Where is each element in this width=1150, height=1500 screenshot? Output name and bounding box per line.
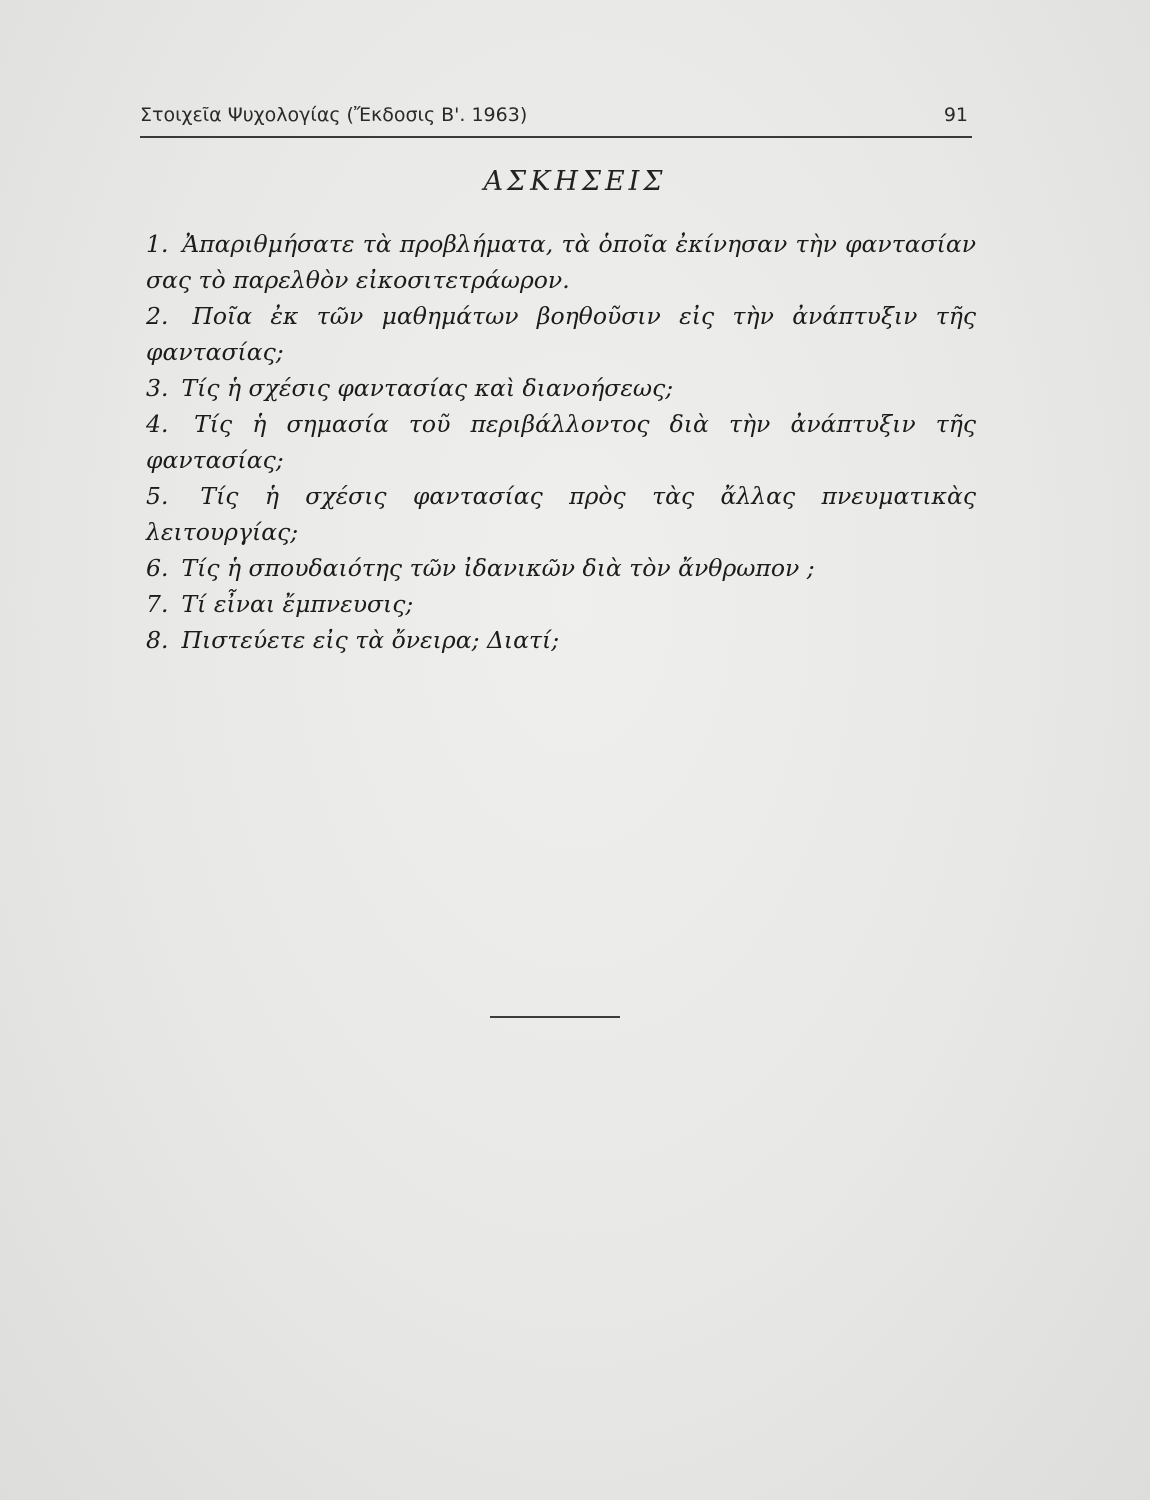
exercise-item: [146, 406, 976, 478]
running-header: [140, 100, 972, 130]
exercise-number: 3.: [146, 374, 169, 402]
running-header-title: Στοιχεῖα Ψυχολογίας (Ἔκδοσις Β'. 1963): [140, 104, 528, 126]
exercise-number: 4.: [146, 410, 169, 438]
exercise-number: 2.: [146, 302, 169, 330]
exercise-number: 5.: [146, 482, 169, 510]
exercise-text: Ἀπαριθμήσατε τὰ προβλήματα, τὰ ὁποῖα ἐκίνησαν τὴν φαντασίαν σας τὸ παρελθὸν εἰκοσιτετράωρον.: [146, 230, 976, 294]
exercise-text: Τίς ἡ σχέσις φαντασίας πρὸς τὰς ἄλλας πνευματικὰς λειτουργίας;: [146, 482, 976, 546]
exercise-item: [146, 298, 976, 370]
exercise-number: 7.: [146, 590, 169, 618]
header-rule: [140, 136, 972, 138]
section-end-divider: [490, 1016, 620, 1018]
exercise-number: 8.: [146, 626, 169, 654]
exercise-text: Τίς ἡ σημασία τοῦ περιβάλλοντος διὰ τὴν ἀνάπτυξιν τῆς φαντασίας;: [146, 410, 976, 474]
exercise-text: Τί εἶναι ἔμπνευσις;: [181, 590, 414, 618]
exercise-number: 1.: [146, 230, 169, 258]
exercise-text: Τίς ἡ σχέσις φαντασίας καὶ διανοήσεως;: [181, 374, 674, 402]
exercise-item: [146, 226, 976, 298]
page-number: 91: [943, 104, 968, 126]
exercise-item: [146, 622, 976, 658]
exercise-text: Ποῖα ἐκ τῶν μαθημάτων βοηθοῦσιν εἰς τὴν ἀνάπτυξιν τῆς φαντασίας;: [146, 302, 976, 366]
exercise-item: [146, 586, 976, 622]
exercise-text: Πιστεύετε εἰς τὰ ὄνειρα; Διατί;: [181, 626, 560, 654]
exercise-item: [146, 370, 976, 406]
exercise-item: [146, 550, 976, 586]
exercise-number: 6.: [146, 554, 169, 582]
exercise-list: [146, 226, 976, 658]
section-title: ΑΣΚΗΣΕΙΣ: [483, 166, 667, 197]
exercise-item: [146, 478, 976, 550]
exercise-text: Τίς ἡ σπουδαιότης τῶν ἰδανικῶν διὰ τὸν ἄνθρωπον ;: [181, 554, 815, 582]
